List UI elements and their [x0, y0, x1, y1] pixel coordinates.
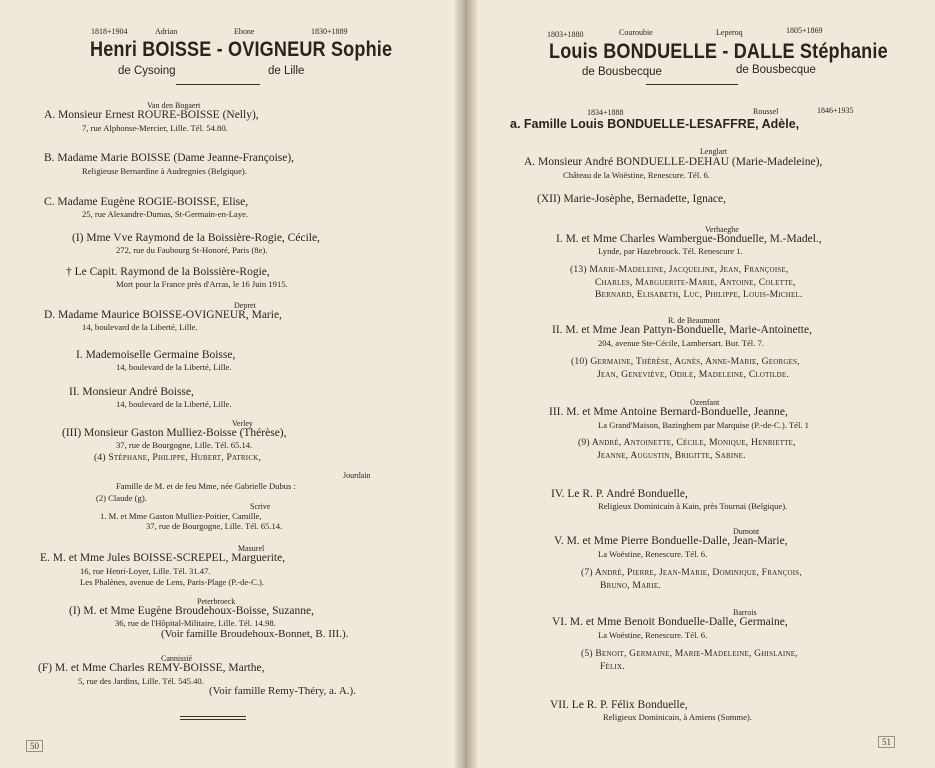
right-origin-right: de Bousbecque	[736, 64, 816, 76]
entry-superscript: Cannissié	[161, 654, 193, 663]
entry-line: A. Monsieur André BONDUELLE-DEHAU (Marie-Madeleine),	[524, 156, 823, 168]
entry-superscript: Lenglart	[700, 147, 728, 156]
entry-address: 204, avenue Ste-Cécile, Lambersart. Bur. Tél. 7.	[598, 338, 764, 348]
entry-address: 37, rue de Bourgogne, Lille. Tél. 65.14.	[116, 440, 253, 450]
entry-children-2: Bruno, Marie.	[600, 580, 661, 591]
right-given-left: Couroubie	[619, 28, 653, 37]
entry-superscript: Van den Bogaert	[147, 101, 201, 110]
entry-address: Religieux Dominicain à Kain, près Tournai (Belgique).	[598, 501, 788, 511]
entry-line: † Le Capit. Raymond de la Boissière-Rogie,	[66, 266, 270, 278]
entry-children-3: Bernard, Elisabeth, Luc, Philippe, Louis-Michel.	[595, 289, 803, 300]
right-header-title: Louis BONDUELLE - DALLE Stéphanie	[549, 40, 888, 63]
entry-address-2: Les Phalènes, avenue de Lens, Paris-Plage (P.-de-C.).	[80, 577, 264, 587]
entry-superscript: Ozenfant	[690, 398, 720, 407]
entry-children: (7) André, Pierre, Jean-Marie, Dominique, François,	[581, 567, 802, 578]
entry-children-2: Jeanne, Augustin, Brigitte, Sabine.	[597, 450, 746, 461]
entry-address: 272, rue du Faubourg St-Honoré, Paris (8e).	[116, 245, 268, 255]
entry-address: 14, boulevard de la Liberté, Lille.	[116, 362, 232, 372]
entry-line: I. Mademoiselle Germaine Boisse,	[76, 349, 236, 361]
left-given-right: Ebone	[234, 27, 255, 36]
entry-children-2: Félix.	[600, 661, 625, 672]
entry-address: 7, rue Alphonse-Mercier, Lille. Tél. 54.80.	[82, 123, 228, 133]
left-page-number: 50	[26, 740, 43, 752]
right-header-rule	[646, 84, 738, 85]
entry-address: 5, rue des Jardins, Lille. Tél. 545.40.	[78, 676, 204, 686]
entry-line: (F) M. et Mme Charles REMY-BOISSE, Marthe,	[38, 662, 265, 674]
entry-line: (I) Mme Vve Raymond de la Boissière-Rogie, Cécile,	[72, 232, 320, 244]
entry-children: (4) Stéphane, Philippe, Hubert, Patrick,	[94, 452, 262, 463]
entry-address: 36, rue de l'Hôpital-Militaire, Lille. Tél. 14.98.	[115, 618, 276, 628]
entry-line: a. Famille Louis BONDUELLE-LESAFFRE, Adèle,	[510, 117, 800, 131]
left-origin-left: de Cysoing	[118, 65, 176, 77]
entry-line: 1. M. et Mme Gaston Mulliez-Poitier, Camille,	[100, 511, 262, 521]
entry-address: Religieux Dominicain, à Amiens (Somme).	[603, 712, 752, 722]
entry-line: A. Monsieur Ernest ROURE-BOISSE (Nelly),	[44, 109, 259, 121]
entry-line: Famille de M. et de feu Mme, née Gabrielle Dubus :	[116, 481, 296, 491]
entry-address: Château de la Woëstine, Renescure. Tél. 6.	[563, 170, 710, 180]
entry-line: V. M. et Mme Pierre Bonduelle-Dalle, Jean-Marie,	[554, 535, 788, 547]
entry-children: (5) Benoit, Germaine, Marie-Madeleine, Ghislaine,	[581, 648, 798, 659]
entry-address: Religieuse Bernardine à Audregnies (Belgique).	[82, 166, 247, 176]
right-origin-left: de Bousbecque	[582, 66, 662, 78]
entry-line: VII. Le R. P. Félix Bonduelle,	[550, 699, 688, 711]
left-end-rule-2	[180, 719, 246, 720]
entry-address: 25, rue Alexandre-Dumas, St-Germain-en-Laye.	[82, 209, 249, 219]
entry-line: D. Madame Maurice BOISSE-OVIGNEUR, Marie,	[44, 309, 282, 321]
entry-superscript: Peterbroeck	[197, 597, 236, 606]
entry-line: III. M. et Mme Antoine Bernard-Bonduelle, Jeanne,	[549, 406, 788, 418]
entry-superscript: Roussel	[753, 107, 779, 116]
left-header-rule	[176, 84, 260, 85]
left-origin-right: de Lille	[268, 65, 305, 77]
entry-superscript: Dumont	[733, 527, 760, 536]
entry-address: La Woëstine, Renescure. Tél. 6.	[598, 630, 708, 640]
entry-address: Lynde, par Hazebrouck. Tél. Renescure 1.	[598, 246, 743, 256]
entry-superscript: Masurel	[238, 544, 265, 553]
entry-line: IV. Le R. P. André Bonduelle,	[551, 488, 688, 500]
entry-superscript: Barrois	[733, 608, 757, 617]
entry-years-right: 1846+1935	[817, 106, 854, 115]
entry-children: (10) Germaine, Thérèse, Agnès, Anne-Marie, Georges,	[571, 356, 800, 367]
right-years-left: 1803+1880	[547, 30, 584, 39]
entry-superscript: Jourdain	[343, 471, 371, 480]
entry-superscript: Scrive	[250, 502, 271, 511]
entry-superscript: Verhaeghe	[705, 225, 739, 234]
entry-line: B. Madame Marie BOISSE (Dame Jeanne-Françoise),	[44, 152, 295, 164]
left-end-rule	[180, 716, 246, 717]
entry-line: E. M. et Mme Jules BOISSE-SCREPEL, Marguerite,	[40, 552, 286, 564]
entry-line: (III) Monsieur Gaston Mulliez-Boisse (Thérèse),	[62, 427, 287, 439]
entry-line: (I) M. et Mme Eugène Broudehoux-Boisse, Suzanne,	[69, 605, 314, 617]
entry-years-left: 1834+1888	[587, 108, 624, 117]
left-header-title: Henri BOISSE - OVIGNEUR Sophie	[90, 38, 393, 61]
entry-line: C. Madame Eugène ROGIE-BOISSE, Elise,	[44, 196, 249, 208]
entry-line: I. M. et Mme Charles Wambergue-Bonduelle, M.-Madel.,	[556, 233, 822, 245]
entry-superscript: Depret	[234, 301, 256, 310]
right-years-right: 1805+1869	[786, 26, 823, 35]
entry-superscript: Verley	[232, 419, 253, 428]
entry-superscript: R. de Beaumont	[668, 316, 720, 325]
entry-children: (9) André, Antoinette, Cécile, Monique, Henriette,	[578, 437, 796, 448]
entry-address: La Woëstine, Renescure. Tél. 6.	[598, 549, 708, 559]
entry-line: II. M. et Mme Jean Pattyn-Bonduelle, Marie-Antoinette,	[552, 324, 812, 336]
left-given-left: Adrian	[155, 27, 178, 36]
right-given-right: Leperoq	[716, 28, 743, 37]
entry-line: (2) Claude (g).	[96, 493, 147, 503]
entry-line: (XII) Marie-Josèphe, Bernadette, Ignace,	[537, 193, 727, 205]
entry-line: II. Monsieur André Boisse,	[69, 386, 194, 398]
entry-address: 14, boulevard de la Liberté, Lille.	[116, 399, 232, 409]
left-years-right: 1830+1889	[311, 27, 348, 36]
entry-children-2: Jean, Geneviève, Odile, Madeleine, Clotilde.	[597, 369, 789, 380]
entry-address: 14, boulevard de la Liberté, Lille.	[82, 322, 198, 332]
entry-address: La Grand'Maison, Bazinghem par Marquise (P.-de-C.). Tél. 1	[598, 420, 809, 430]
right-page-number: 51	[878, 736, 895, 748]
left-years-left: 1818+1904	[91, 27, 128, 36]
entry-children-2: Charles, Marguerite-Marie, Antoine, Colette,	[595, 277, 796, 288]
book-gutter	[455, 0, 477, 768]
entry-address: 16, rue Henri-Loyer, Lille. Tél. 31.47.	[80, 566, 211, 576]
entry-line: VI. M. et Mme Benoit Bonduelle-Dalle, Germaine,	[552, 616, 788, 628]
entry-see-also: (Voir famille Broudehoux-Bonnet, B. III.).	[161, 628, 349, 640]
entry-children: (13) Marie-Madeleine, Jacqueline, Jean, Françoise,	[570, 264, 789, 275]
entry-address: 37, rue de Bourgogne, Lille. Tél. 65.14.	[146, 521, 283, 531]
entry-address: Mort pour la France près d'Arras, le 16 Juin 1915.	[116, 279, 288, 289]
entry-see-also: (Voir famille Remy-Théry, a. A.).	[209, 685, 356, 697]
